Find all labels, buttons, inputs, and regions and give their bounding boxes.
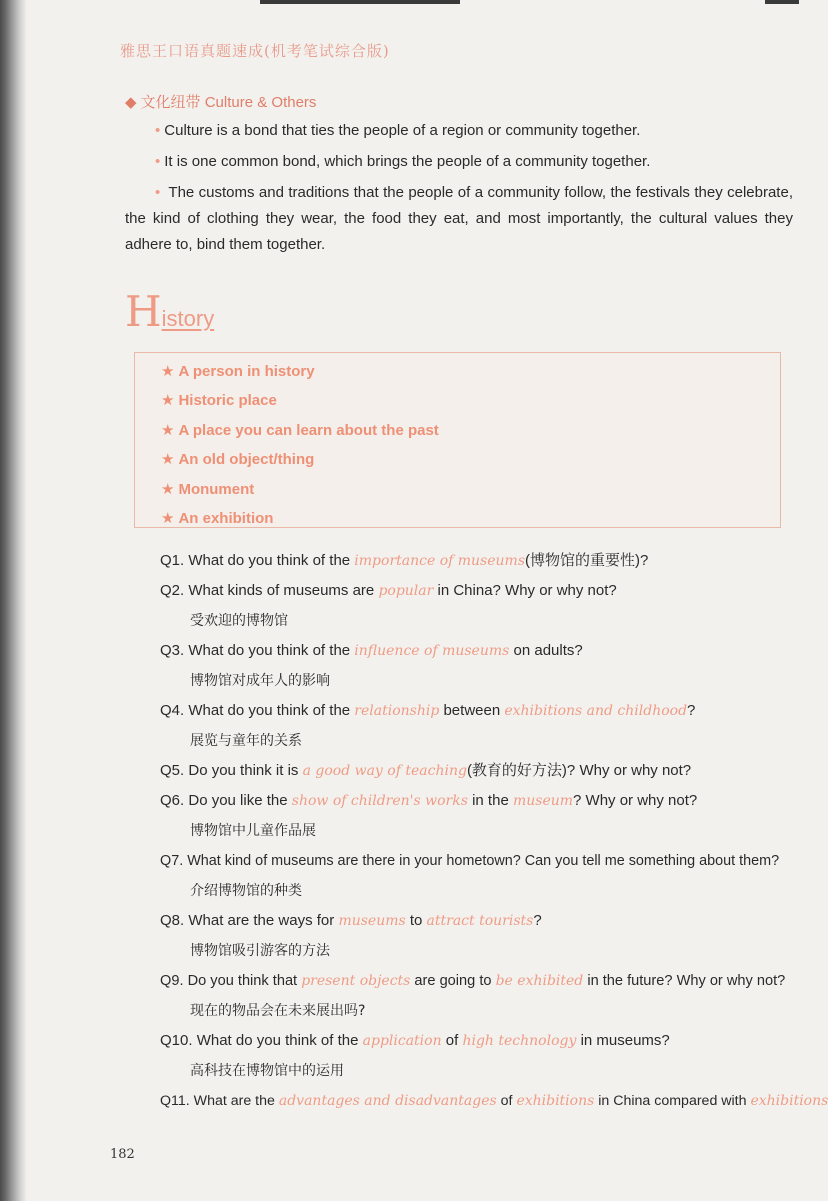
topic-label: Monument <box>178 480 255 498</box>
question-q5 <box>160 758 790 788</box>
keyword-highlight: exhibitions <box>516 1093 595 1109</box>
keyword-highlight: advantages and disadvantages <box>278 1093 497 1109</box>
question-text: in the <box>472 792 509 809</box>
keyword-highlight: show of children's works <box>291 793 468 809</box>
question-number: Q1. <box>160 552 185 569</box>
topic-item <box>161 386 439 415</box>
scan-shadow <box>765 0 799 4</box>
question-q4 <box>160 698 790 728</box>
question-translation: 博物馆对成年人的影响 <box>190 673 330 689</box>
question-text: of <box>445 1032 459 1049</box>
bullet-text: It is one common bond, which brings the people of a community together. <box>164 153 651 170</box>
question-text: What do you think of the <box>188 552 351 569</box>
question-text: What do you think of the <box>188 702 351 719</box>
question-q2 <box>160 578 790 608</box>
question-number: Q2. <box>160 582 185 599</box>
question-number: Q7. <box>160 853 184 869</box>
question-text: What are the <box>193 1093 275 1109</box>
question-translation: 现在的物品会在未来展出吗? <box>190 1003 366 1019</box>
culture-heading-text: 文化纽带 Culture & Others <box>140 94 317 111</box>
question-text: Do you think that <box>187 973 298 989</box>
question-text: in museums? <box>580 1032 670 1049</box>
question-translation: 高科技在博物馆中的运用 <box>190 1063 344 1079</box>
question-text: on adults? <box>513 642 583 659</box>
question-translation: 展览与童年的关系 <box>190 733 302 749</box>
bullet-text: Culture is a bond that ties the people of a region or community together. <box>164 122 641 139</box>
title-rest: istory <box>161 306 215 331</box>
question-number: Q11. <box>160 1093 190 1109</box>
topic-item <box>161 504 439 533</box>
question-number: Q5. <box>160 762 185 779</box>
keyword-highlight: importance of museums <box>354 553 525 569</box>
bullet-paragraph <box>125 118 793 144</box>
star-icon: ★ <box>161 363 175 380</box>
topic-label: An old object/thing <box>178 451 315 469</box>
keyword-highlight: present objects <box>301 973 411 989</box>
keyword-highlight: application <box>362 1033 442 1049</box>
keyword-highlight: high technology <box>462 1033 577 1049</box>
keyword-highlight: exhibitions <box>750 1093 828 1109</box>
bullet-paragraph <box>125 180 793 258</box>
question-list <box>160 548 828 1118</box>
question-number: Q8. <box>160 912 185 929</box>
page-number: 182 <box>110 1147 135 1162</box>
bullet-paragraph <box>125 149 793 175</box>
question-text: of <box>500 1093 513 1109</box>
keyword-highlight: influence of museums <box>354 643 510 659</box>
keyword-highlight: attract tourists <box>426 913 534 929</box>
culture-bullets <box>125 118 793 263</box>
question-translation: 介绍博物馆的种类 <box>190 883 302 899</box>
question-number: Q4. <box>160 702 185 719</box>
question-translation: 博物馆中儿童作品展 <box>190 823 316 839</box>
topic-label: An exhibition <box>178 509 274 527</box>
question-q10 <box>160 1028 790 1058</box>
title-initial: H <box>125 287 162 336</box>
question-number: Q10. <box>160 1032 193 1049</box>
question-text: are going to <box>414 973 492 989</box>
topic-label: A person in history <box>178 363 315 380</box>
running-header: 雅思王口语真题速成(机考笔试综合版) <box>120 42 390 60</box>
topic-item <box>161 416 439 445</box>
question-text: Do you think it is <box>188 762 299 779</box>
question-number: Q9. <box>160 973 184 989</box>
culture-heading <box>125 91 316 112</box>
keyword-highlight: popular <box>378 583 434 599</box>
question-q7 <box>160 848 790 878</box>
question-translation: 博物馆吸引游客的方法 <box>190 943 330 959</box>
question-q9 <box>160 968 790 998</box>
question-text: ? <box>533 912 542 929</box>
question-q3 <box>160 638 790 668</box>
topic-label: A place you can learn about the past <box>178 421 439 439</box>
question-text: (博物馆的重要性)? <box>525 552 649 569</box>
question-translation: 受欢迎的博物馆 <box>190 613 288 629</box>
star-icon: ★ <box>161 451 175 469</box>
question-q11 <box>160 1088 828 1118</box>
question-number: Q6. <box>160 792 185 809</box>
question-text: What do you think of the <box>188 642 351 659</box>
question-q1 <box>160 548 790 578</box>
question-text: to <box>409 912 423 929</box>
topic-list <box>161 357 439 533</box>
star-icon: ★ <box>161 421 175 439</box>
question-text: ? <box>687 702 696 719</box>
scan-shadow <box>260 0 460 4</box>
question-text: What kinds of museums are <box>188 582 375 599</box>
question-q8 <box>160 908 790 938</box>
question-text: in China compared with <box>598 1093 747 1109</box>
question-text: in China? Why or why not? <box>437 582 617 599</box>
question-text: What do you think of the <box>196 1032 359 1049</box>
topic-item <box>161 475 439 504</box>
bullet-text: The customs and traditions that the people of a community follow, the festivals they celebrate, the kind of clothing they wear, the food they eat, and most importantly, the cultural values they adhere to, bind them together. <box>125 184 793 253</box>
diamond-bullet-icon: ◆ <box>125 94 137 111</box>
topic-item <box>161 445 439 474</box>
star-icon: ★ <box>161 480 175 498</box>
question-text: between <box>443 702 501 719</box>
question-text: (教育的好方法)? Why or why not? <box>466 762 692 779</box>
topic-item <box>161 357 439 386</box>
topic-box <box>134 352 781 528</box>
keyword-highlight: a good way of teaching <box>302 763 467 779</box>
question-text: ? Why or why not? <box>573 792 698 809</box>
question-text: What are the ways for <box>188 912 335 929</box>
keyword-highlight: museums <box>338 913 406 929</box>
topic-label: Historic place <box>178 392 277 410</box>
question-text: What kind of museums are there in your hometown? Can you tell me something about them? <box>187 853 780 869</box>
question-number: Q3. <box>160 642 185 659</box>
keyword-highlight: museum <box>512 793 574 809</box>
star-icon: ★ <box>161 392 175 410</box>
star-icon: ★ <box>161 509 175 527</box>
question-text: Do you like the <box>188 792 288 809</box>
section-title-history <box>125 287 215 336</box>
dot-bullet-icon: • <box>155 184 161 201</box>
keyword-highlight: exhibitions and childhood <box>504 703 688 719</box>
question-text: in the future? Why or why not? <box>587 973 786 989</box>
book-spine-shadow <box>0 0 26 1201</box>
keyword-highlight: relationship <box>354 703 440 719</box>
dot-bullet-icon: • <box>155 122 161 139</box>
question-q6 <box>160 788 790 818</box>
dot-bullet-icon: • <box>155 153 161 170</box>
keyword-highlight: be exhibited <box>495 973 584 989</box>
